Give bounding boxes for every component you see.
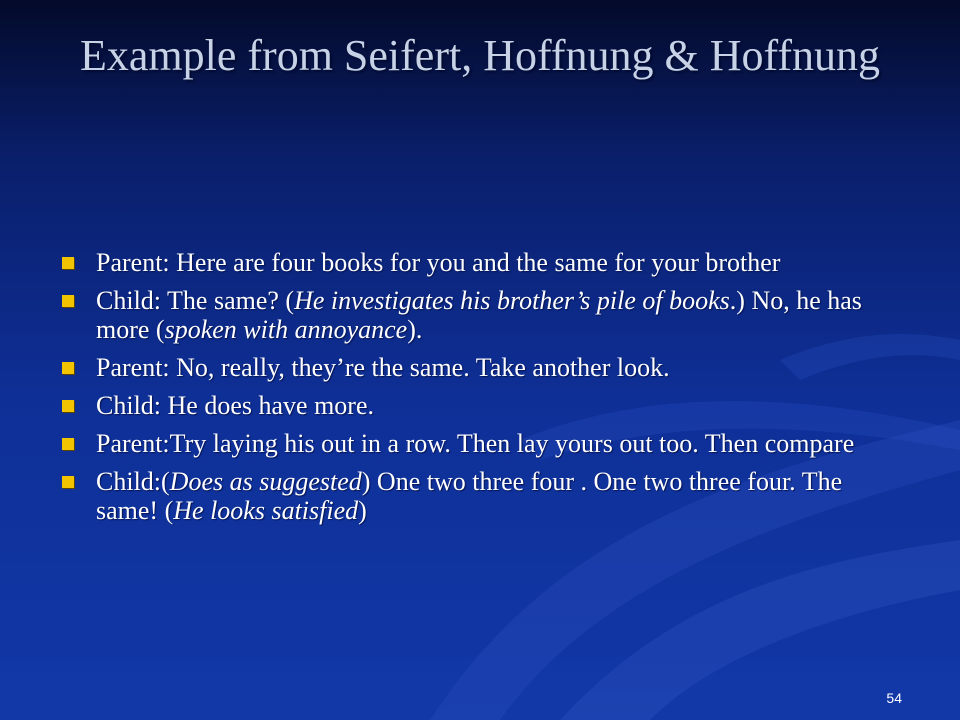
dialogue-text: Parent: No, really, they’re the same. Take another look. [96, 353, 670, 382]
bullet-item [60, 467, 910, 525]
dialogue-text: Parent:Try laying his out in a row. Then lay yours out too. Then compare [96, 429, 855, 458]
dialogue-text: ) [358, 496, 367, 525]
dialogue-text: Child:( [96, 467, 170, 496]
bullet-item [60, 248, 910, 277]
stage-direction-text: He looks satisfied [173, 496, 359, 525]
dialogue-text: ). [407, 315, 423, 344]
square-bullet-icon [62, 400, 74, 412]
stage-direction-text: Does as suggested [169, 467, 362, 496]
square-bullet-icon [62, 362, 74, 374]
dialogue-text: ) One two three four . One two three four. The same! ( [96, 467, 843, 525]
stage-direction-text: He investigates his brother’s pile of books [294, 286, 730, 315]
bullet-item [60, 353, 910, 382]
dialogue-text: .) No, he has more ( [96, 286, 862, 344]
dialogue-text: Parent: Here are four books for you and the same for your brother [96, 248, 781, 277]
square-bullet-icon [62, 295, 74, 307]
bullet-item [60, 429, 910, 458]
dialogue-text: Child: He does have more. [96, 391, 374, 420]
square-bullet-icon [62, 257, 74, 269]
slide-title: Example from Seifert, Hoffnung & Hoffnung [80, 31, 880, 80]
bullet-item [60, 286, 910, 344]
dialogue-text: Child: The same? ( [96, 286, 295, 315]
bullet-item [60, 391, 910, 420]
square-bullet-icon [62, 476, 74, 488]
stage-direction-text: spoken with annoyance [164, 315, 408, 344]
square-bullet-icon [62, 438, 74, 450]
page-number: 54 [886, 690, 902, 706]
bullet-list [60, 248, 910, 534]
